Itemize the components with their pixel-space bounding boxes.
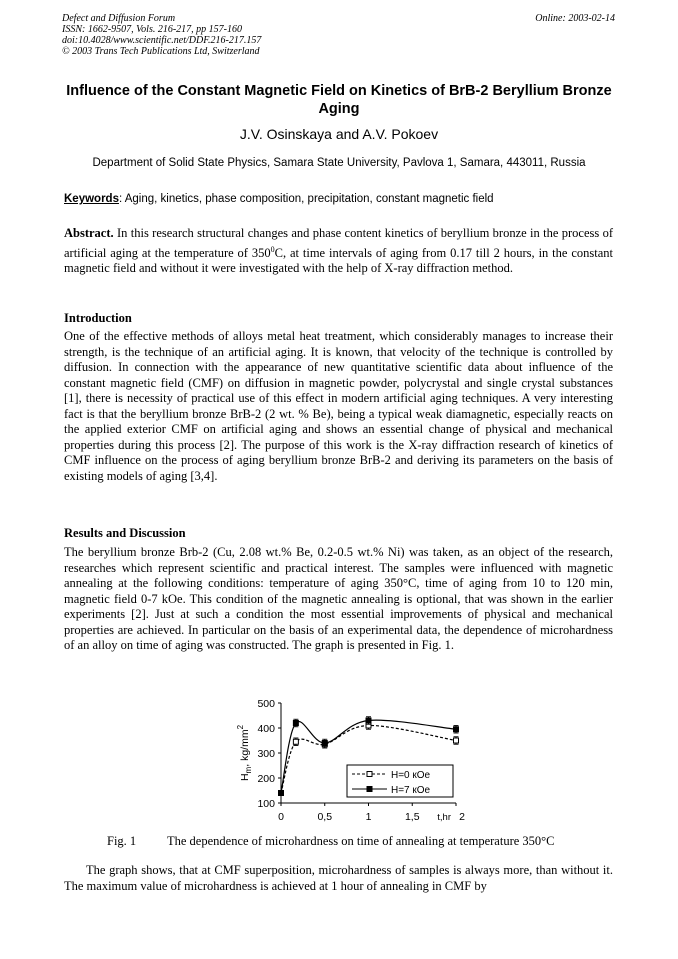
y-label-unit: , kg/mm [239,729,251,767]
y-tick-label: 100 [257,798,275,810]
paper-affiliation: Department of Solid State Physics, Samara State University, Pavlova 1, Samara, 443011, Russia [92,157,586,169]
data-point [454,738,459,743]
keywords-text: : Aging, kinetics, phase composition, precipitation, constant magnetic field [118,193,494,205]
introduction-text: One of the effective methods of alloys metal heat treatment, which considerably manages to increase their strength, is the technique of an artificial aging. It is known, that velocity of the technique is controlled by diffusion. In connection with the appearance of new quantitative scientific data about influence of the constant magnetic field (CMF) on diffusion in magnetic powder, polycrystal and single crystal substances [1], there is necessity of practical use of this effect in modern artificial aging techniques. A very interesting fact is that the beryllium bronze BrB-2 (2 wt. % Be), being a typical weak diamagnetic, especially reacts on the applied exterior CMF on artificial aging and shows an essential change of physical and mechanical properties during this process [2]. The purpose of this work is the X-ray diffraction research of kinetics of CMF influence on the process of aging beryllium bronze BrB-2 and deriving its parameters on the basis of existing models of aging [3,4]. [64,329,613,483]
online-date: Online: 2003-02-14 [535,13,615,24]
paper-title: Influence of the Constant Magnetic Field on Kinetics of BrB-2 Beryllium Bronze Aging [66,83,612,117]
y-label-sup: 2 [236,724,245,730]
abstract-text-2: C, at time intervals of aging from 0.17 till 2 hours, in the constant magnetic field and without it were investigated with the help of X-ray diffraction method. [64,245,614,276]
data-point [322,741,327,746]
abstract-degree-sup: 0 [270,244,275,254]
figure-caption-text: The dependence of microhardness on time of annealing at temperature 350°C [167,834,555,848]
y-label-sub: m [244,766,253,774]
figure-caption [107,834,555,849]
legend-marker [367,772,372,777]
journal-name: Defect and Diffusion Forum [62,13,176,24]
y-tick-label: 500 [257,698,275,710]
data-point [366,718,371,723]
y-tick-label: 400 [257,723,275,735]
paper-authors: J.V. Osinskaya and A.V. Pokoev [239,126,439,142]
abstract [64,226,613,277]
legend-label: H=0 кОе [391,770,431,781]
introduction-heading: Introduction [64,311,132,325]
legend-label: H=7 кОе [391,785,431,796]
x-tick-label: 1,5 [404,811,420,823]
x-axis-label: t,hr [437,812,451,823]
microhardness-chart [228,690,478,830]
abstract-text-1: In this research structural changes and phase content kinetics of beryllium bronze in the process of artificial aging at the temperature of 350 [64,226,613,260]
closing-text: The graph shows, that at CMF superposition, microhardness of samples is always more, than without it. The maximum value of microhardness is achieved at 1 hour of annealing in CMF by [64,863,613,893]
data-point [293,721,298,726]
results-heading: Results and Discussion [64,526,186,540]
journal-doi: doi:10.4028/www.scientific.net/DDF.216-217.157 [62,35,262,46]
legend-marker [367,787,372,792]
y-axis-label [236,724,253,781]
data-point [279,791,284,796]
journal-copyright: © 2003 Trans Tech Publications Ltd, Switzerland [62,46,260,57]
results-text: The beryllium bronze Brb-2 (Cu, 2.08 wt.% Be, 0.2-0.5 wt.% Ni) was taken, as an object of the research, researches which represent scientific and practical interest. The samples were influenced with magnetic annealing at the following conditions: temperature of aging 350°C, time of aging from 10 to 120 min, magnetic field 0-7 kOe. This condition of the magnetic annealing is optional, that was shown in the earlier experiments [2]. Just at such a condition the most essential improvements of physical and mechanical properties are achieved. In particular on the basis of an experimental data, the dependence of microhardness of an alloy on time of aging was constructed. The graph is presented in Fig. 1. [64,545,613,652]
data-point [454,727,459,732]
x-tick-label: 0,5 [317,811,333,823]
y-tick-label: 200 [257,773,275,785]
figure-number: Fig. 1 [107,834,137,848]
journal-issn: ISSN: 1662-9507, Vols. 216-217, pp 157-160 [62,24,242,35]
keywords-label: Keywords [64,193,119,205]
y-label-main: H [239,773,251,782]
figure-1 [228,690,478,830]
journal-header [62,13,261,57]
x-tick-label: 1 [365,811,372,823]
x-tick-label: 0 [278,811,284,823]
x-tick-label: 2 [459,811,465,823]
data-point [293,739,298,744]
keywords [64,192,618,206]
y-tick-label: 300 [257,748,275,760]
abstract-label: Abstract. [64,226,114,240]
